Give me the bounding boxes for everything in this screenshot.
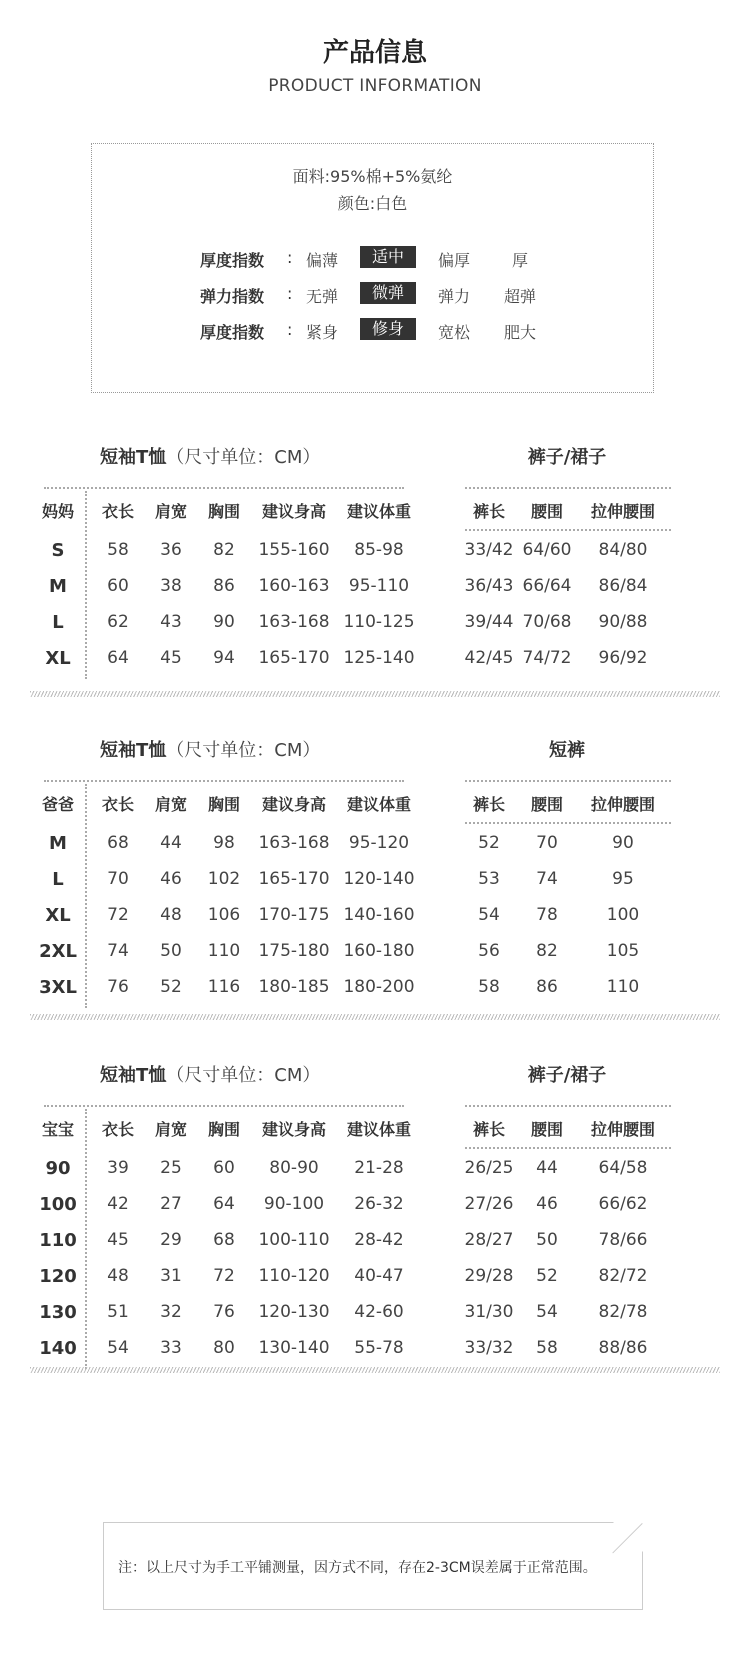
pants-cell: 64/60 — [522, 540, 572, 560]
tshirt-cell: 110-125 — [343, 612, 415, 632]
section-separator — [30, 1014, 720, 1020]
pants-header-line — [465, 529, 671, 531]
pants-cell: 74 — [536, 869, 558, 889]
tshirt-cell: 160-180 — [343, 941, 415, 961]
pants-cell: 54 — [536, 1302, 558, 1322]
size-label: XL — [45, 648, 71, 669]
index-option: 宽松 — [437, 323, 470, 342]
tshirt-cell: 76 — [107, 977, 129, 997]
pants-header-line — [465, 1147, 671, 1149]
pants-cell: 58 — [536, 1338, 558, 1358]
pants-cell: 42/45 — [464, 648, 514, 668]
pants-cell: 70 — [536, 833, 558, 853]
size-label: 3XL — [39, 977, 77, 998]
tshirt-cell: 60 — [107, 576, 129, 596]
tshirt-cell: 180-185 — [258, 977, 330, 997]
tshirt-title — [100, 443, 320, 469]
tshirt-cell: 55-78 — [354, 1338, 404, 1358]
pants-cell: 70/68 — [522, 612, 572, 632]
size-label: 140 — [39, 1338, 77, 1359]
tshirt-cell: 64 — [213, 1194, 235, 1214]
tshirt-cell: 80 — [213, 1338, 235, 1358]
pants-cell: 50 — [536, 1230, 558, 1250]
tshirt-cell: 180-200 — [343, 977, 415, 997]
index-option: 超弹 — [503, 287, 536, 306]
tshirt-cell: 82 — [213, 540, 235, 560]
tshirt-column-header: 肩宽 — [154, 795, 187, 814]
tshirt-cell: 163-168 — [258, 612, 330, 632]
pants-column-header: 腰围 — [530, 795, 563, 814]
pants-cell: 58 — [478, 977, 500, 997]
tshirt-column-header: 胸围 — [207, 795, 240, 814]
tshirt-cell: 165-170 — [258, 869, 330, 889]
index-option: 无弹 — [305, 287, 338, 306]
tshirt-cell: 40-47 — [354, 1266, 404, 1286]
tshirt-cell: 26-32 — [354, 1194, 404, 1214]
size-label: 110 — [39, 1230, 77, 1251]
tshirt-cell: 140-160 — [343, 905, 415, 925]
size-label: S — [51, 540, 65, 561]
pants-cell: 52 — [478, 833, 500, 853]
tshirt-cell: 45 — [107, 1230, 129, 1250]
index-option-selected: 微弹 — [360, 282, 416, 304]
page-subtitle: PRODUCT INFORMATION — [268, 76, 482, 96]
tshirt-cell: 85-98 — [354, 540, 404, 560]
tshirt-column-header: 建议体重 — [346, 502, 411, 521]
pants-cell: 100 — [606, 905, 640, 925]
tshirt-cell: 175-180 — [258, 941, 330, 961]
pants-top-line — [465, 487, 671, 489]
tshirt-column-header: 衣长 — [101, 502, 134, 521]
pants-cell: 53 — [478, 869, 500, 889]
pants-column-header: 裤长 — [472, 1120, 505, 1139]
tshirt-cell: 130-140 — [258, 1338, 330, 1358]
tshirt-title-unit: （尺寸单位：CM） — [166, 447, 321, 468]
tshirt-cell: 64 — [107, 648, 129, 668]
tshirt-cell: 51 — [107, 1302, 129, 1322]
section-separator — [30, 1367, 720, 1373]
tshirt-cell: 50 — [160, 941, 182, 961]
tshirt-top-line — [44, 1105, 404, 1107]
index-row — [92, 316, 653, 344]
tshirt-cell: 38 — [160, 576, 182, 596]
tshirt-cell: 165-170 — [258, 648, 330, 668]
tshirt-column-header: 建议身高 — [261, 1120, 326, 1139]
tshirt-cell: 160-163 — [258, 576, 330, 596]
pants-column-header: 腰围 — [530, 502, 563, 521]
index-option: 紧身 — [305, 323, 338, 342]
page-title: 产品信息 — [322, 38, 427, 68]
pants-cell: 28/27 — [464, 1230, 514, 1250]
tshirt-cell: 95-110 — [348, 576, 410, 596]
pants-column-header: 裤长 — [472, 502, 505, 521]
tshirt-title — [100, 1061, 320, 1087]
tshirt-cell: 70 — [107, 869, 129, 889]
tshirt-cell: 32 — [160, 1302, 182, 1322]
tshirt-cell: 45 — [160, 648, 182, 668]
pants-cell: 44 — [536, 1158, 558, 1178]
tshirt-cell: 25 — [160, 1158, 182, 1178]
index-colon: : — [287, 284, 293, 303]
size-label: 90 — [45, 1158, 71, 1179]
pants-cell: 86 — [536, 977, 558, 997]
pants-column-header: 拉伸腰围 — [590, 1120, 655, 1139]
pants-top-line — [465, 1105, 671, 1107]
tshirt-column-header: 建议身高 — [261, 795, 326, 814]
tshirt-cell: 95-120 — [348, 833, 410, 853]
tshirt-cell: 27 — [160, 1194, 182, 1214]
index-label: 厚度指数 — [200, 251, 265, 270]
pants-cell: 33/32 — [464, 1338, 514, 1358]
tshirt-cell: 33 — [160, 1338, 182, 1358]
tshirt-cell: 48 — [160, 905, 182, 925]
tshirt-cell: 110 — [207, 941, 241, 961]
pants-column-header: 拉伸腰围 — [590, 795, 655, 814]
tshirt-cell: 94 — [213, 648, 235, 668]
tshirt-column-header: 建议体重 — [346, 1120, 411, 1139]
index-colon: : — [287, 248, 293, 267]
tshirt-cell: 120-140 — [343, 869, 415, 889]
tshirt-cell: 90-100 — [263, 1194, 325, 1214]
tshirt-cell: 54 — [107, 1338, 129, 1358]
index-colon: : — [287, 320, 293, 339]
pants-cell: 78 — [536, 905, 558, 925]
index-option: 弹力 — [437, 287, 470, 306]
index-option-selected: 适中 — [360, 246, 416, 268]
pants-cell: 86/84 — [598, 576, 648, 596]
size-header: 宝宝 — [41, 1120, 74, 1139]
index-row — [92, 280, 653, 308]
tshirt-cell: 68 — [107, 833, 129, 853]
pants-cell: 105 — [606, 941, 640, 961]
tshirt-top-line — [44, 487, 404, 489]
size-label: 120 — [39, 1266, 77, 1287]
tshirt-title-main: 短袖T恤 — [100, 1065, 167, 1086]
pants-cell: 82/72 — [598, 1266, 648, 1286]
pants-cell: 88/86 — [598, 1338, 648, 1358]
tshirt-cell: 106 — [207, 905, 241, 925]
product-info-box — [91, 143, 654, 393]
pants-cell: 64/58 — [598, 1158, 648, 1178]
tshirt-cell: 110-120 — [258, 1266, 330, 1286]
tshirt-cell: 39 — [107, 1158, 129, 1178]
tshirt-cell: 58 — [107, 540, 129, 560]
pants-cell: 82 — [536, 941, 558, 961]
tshirt-cell: 80-90 — [269, 1158, 319, 1178]
tshirt-cell: 21-28 — [354, 1158, 404, 1178]
pants-cell: 46 — [536, 1194, 558, 1214]
pants-cell: 110 — [606, 977, 640, 997]
tshirt-top-line — [44, 780, 404, 782]
pants-cell: 95 — [612, 869, 634, 889]
size-header: 妈妈 — [41, 502, 74, 521]
tshirt-cell: 76 — [213, 1302, 235, 1322]
index-option: 肥大 — [503, 323, 536, 342]
pants-cell: 66/62 — [598, 1194, 648, 1214]
tshirt-cell: 68 — [213, 1230, 235, 1250]
pants-cell: 96/92 — [598, 648, 648, 668]
tshirt-cell: 102 — [207, 869, 241, 889]
tshirt-cell: 28-42 — [354, 1230, 404, 1250]
size-label: 2XL — [39, 941, 77, 962]
pants-title: 裤子/裙子 — [527, 1065, 607, 1086]
pants-cell: 36/43 — [464, 576, 514, 596]
size-label: L — [52, 869, 64, 890]
tshirt-cell: 72 — [107, 905, 129, 925]
tshirt-cell: 170-175 — [258, 905, 330, 925]
tshirt-cell: 42-60 — [354, 1302, 404, 1322]
pants-cell: 82/78 — [598, 1302, 648, 1322]
pants-cell: 78/66 — [598, 1230, 648, 1250]
tshirt-column-header: 胸围 — [207, 502, 240, 521]
index-option: 厚 — [511, 251, 528, 270]
index-label: 厚度指数 — [200, 323, 265, 342]
tshirt-cell: 116 — [207, 977, 241, 997]
pants-cell: 90/88 — [598, 612, 648, 632]
pants-header-line — [465, 822, 671, 824]
tshirt-cell: 100-110 — [258, 1230, 330, 1250]
tshirt-cell: 36 — [160, 540, 182, 560]
pants-top-line — [465, 780, 671, 782]
pants-title: 短裤 — [549, 740, 585, 761]
pants-cell: 54 — [478, 905, 500, 925]
tshirt-cell: 125-140 — [343, 648, 415, 668]
tshirt-cell: 29 — [160, 1230, 182, 1250]
tshirt-cell: 42 — [107, 1194, 129, 1214]
note-text: 注：以上尺寸为手工平铺测量，因方式不同，存在2-3CM误差属于正常范围。 — [118, 1560, 597, 1576]
size-label: 130 — [39, 1302, 77, 1323]
pants-cell: 52 — [536, 1266, 558, 1286]
pants-cell: 26/25 — [464, 1158, 514, 1178]
pants-column-header: 腰围 — [530, 1120, 563, 1139]
index-row — [92, 244, 653, 272]
section-separator — [30, 691, 720, 697]
tshirt-cell: 163-168 — [258, 833, 330, 853]
tshirt-cell: 48 — [107, 1266, 129, 1286]
pants-cell: 56 — [478, 941, 500, 961]
tshirt-cell: 46 — [160, 869, 182, 889]
tshirt-cell: 72 — [213, 1266, 235, 1286]
tshirt-cell: 90 — [213, 612, 235, 632]
fabric-text: 面料:95%棉+5%氨纶 — [292, 167, 453, 186]
pants-cell: 74/72 — [522, 648, 572, 668]
size-header: 爸爸 — [41, 795, 74, 814]
pants-cell: 66/64 — [522, 576, 572, 596]
pants-column-header: 拉伸腰围 — [590, 502, 655, 521]
tshirt-column-header: 建议身高 — [261, 502, 326, 521]
tshirt-cell: 31 — [160, 1266, 182, 1286]
tshirt-title-unit: （尺寸单位：CM） — [166, 740, 321, 761]
tshirt-column-header: 胸围 — [207, 1120, 240, 1139]
index-option: 偏厚 — [437, 251, 470, 270]
size-label: XL — [45, 905, 71, 926]
index-option: 偏薄 — [305, 251, 338, 270]
tshirt-cell: 74 — [107, 941, 129, 961]
pants-cell: 39/44 — [464, 612, 514, 632]
size-label: L — [52, 612, 64, 633]
tshirt-cell: 62 — [107, 612, 129, 632]
pants-cell: 90 — [612, 833, 634, 853]
tshirt-cell: 120-130 — [258, 1302, 330, 1322]
pants-cell: 27/26 — [464, 1194, 514, 1214]
tshirt-column-header: 衣长 — [101, 1120, 134, 1139]
tshirt-cell: 98 — [213, 833, 235, 853]
measurement-note — [103, 1522, 643, 1610]
tshirt-title-unit: （尺寸单位：CM） — [166, 1065, 321, 1086]
tshirt-cell: 86 — [213, 576, 235, 596]
index-option-selected: 修身 — [360, 318, 416, 340]
tshirt-title — [100, 736, 320, 762]
tshirt-column-header: 肩宽 — [154, 502, 187, 521]
tshirt-cell: 155-160 — [258, 540, 330, 560]
pants-cell: 84/80 — [598, 540, 648, 560]
pants-cell: 31/30 — [464, 1302, 514, 1322]
tshirt-title-main: 短袖T恤 — [100, 740, 167, 761]
tshirt-cell: 60 — [213, 1158, 235, 1178]
tshirt-cell: 44 — [160, 833, 182, 853]
size-label: M — [49, 576, 67, 597]
color-text: 颜色:白色 — [337, 194, 408, 213]
size-label: M — [49, 833, 67, 854]
tshirt-column-header: 建议体重 — [346, 795, 411, 814]
tshirt-size-divider — [85, 784, 87, 1008]
pants-cell: 33/42 — [464, 540, 514, 560]
pants-column-header: 裤长 — [472, 795, 505, 814]
size-label: 100 — [39, 1194, 77, 1215]
tshirt-column-header: 肩宽 — [154, 1120, 187, 1139]
tshirt-title-main: 短袖T恤 — [100, 447, 167, 468]
pants-title: 裤子/裙子 — [527, 447, 607, 468]
tshirt-column-header: 衣长 — [101, 795, 134, 814]
tshirt-cell: 52 — [160, 977, 182, 997]
tshirt-cell: 43 — [160, 612, 182, 632]
index-label: 弹力指数 — [200, 287, 265, 306]
pants-cell: 29/28 — [464, 1266, 514, 1286]
